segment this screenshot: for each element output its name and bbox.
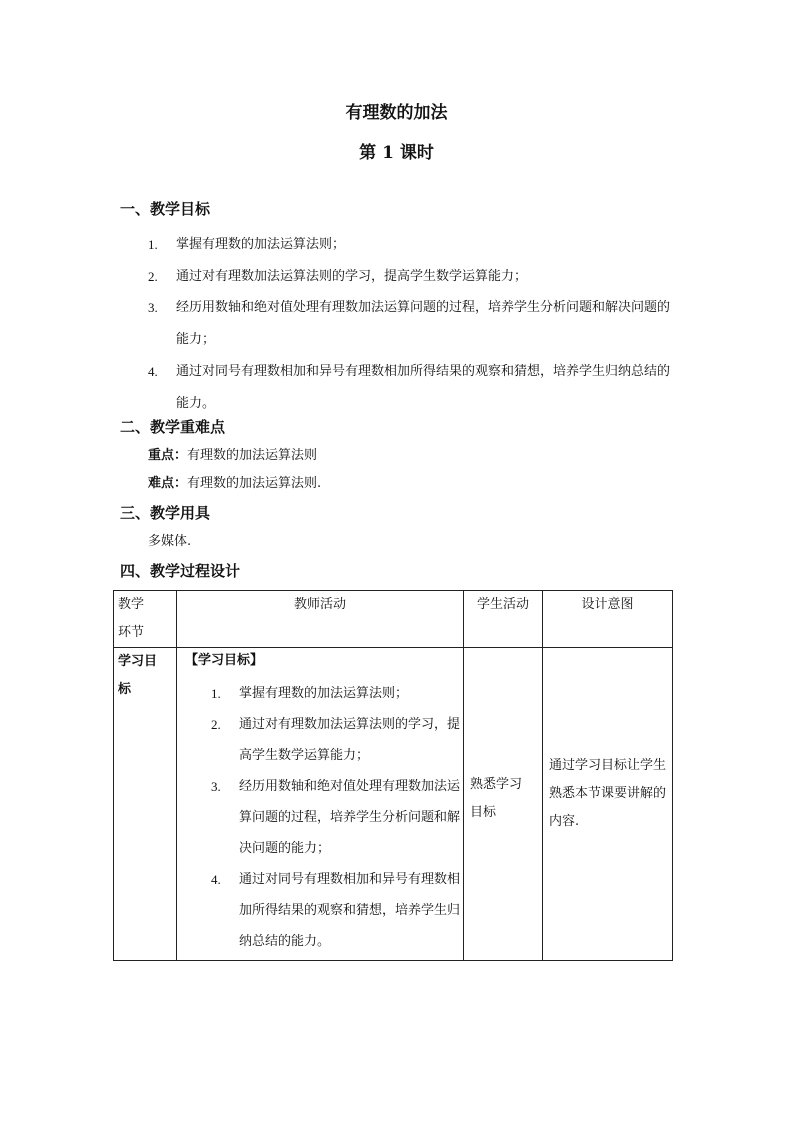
document-title: 有理数的加法: [345, 103, 448, 123]
list-item-number: 1.: [148, 237, 158, 252]
key-point-label: 重点：: [148, 448, 188, 463]
table-cell-intent: 通过学习目标让学生熟悉本节课要讲解的内容.: [543, 648, 673, 961]
difficult-point-label: 难点：: [148, 476, 188, 491]
lesson-design-table: [113, 590, 673, 961]
list-item-number: 4.: [148, 364, 158, 379]
table-cell-student: 熟悉学习目标: [464, 648, 543, 961]
table-cell-teacher: [177, 648, 464, 961]
section-heading-tools: 三、教学用具: [120, 504, 211, 522]
list-item-text: 经历用数轴和绝对值处理有理数加法运算问题的过程，培养学生分析问题和解决问题的能力；: [176, 300, 671, 347]
list-item: 3. 经历用数轴和绝对值处理有理数加法运算问题的过程，培养学生分析问题和解决问题的能力；: [211, 779, 461, 856]
list-item-number: 3.: [148, 300, 158, 315]
section-heading-process: 四、教学过程设计: [120, 562, 241, 580]
list-item: 4. 通过对同号有理数相加和异号有理数相加所得结果的观察和猜想，培养学生归纳总结的能力。: [211, 872, 461, 949]
difficult-point-line: [148, 468, 321, 500]
teacher-activity-title: 【学习目标】: [185, 653, 264, 668]
section-heading-key-points: 二、教学重难点: [120, 418, 226, 436]
list-item-text: 通过对有理数加法运算法则的学习，提高学生数学运算能力；: [176, 269, 528, 284]
tools-text: 多媒体.: [148, 534, 192, 549]
table-header-row: [114, 591, 673, 648]
list-item-text: 通过对同号有理数相加和异号有理数相加所得结果的观察和猜想，培养学生归纳总结的能力。: [176, 364, 671, 411]
key-point-text: 有理数的加法运算法则: [187, 448, 318, 463]
table-header-stage: 教学环节: [114, 591, 177, 648]
table-header-teacher: 教师活动: [177, 591, 464, 648]
list-item: 2. 通过对有理数加法运算法则的学习，提高学生数学运算能力；: [211, 717, 461, 763]
table-header-student: 学生活动: [464, 591, 543, 648]
table-row: [114, 648, 673, 961]
table-cell-stage: 学习目标: [114, 648, 177, 961]
section-heading-objectives: 一、教学目标: [120, 200, 211, 218]
difficult-point-text: 有理数的加法运算法则.: [187, 476, 322, 491]
table-header-intent: 设计意图: [543, 591, 673, 648]
list-item: 1. 掌握有理数的加法运算法则；: [211, 686, 409, 701]
list-item-number: 2.: [148, 269, 158, 284]
list-item-text: 掌握有理数的加法运算法则；: [176, 237, 346, 252]
document-subtitle: 第 1 课时: [359, 143, 434, 163]
